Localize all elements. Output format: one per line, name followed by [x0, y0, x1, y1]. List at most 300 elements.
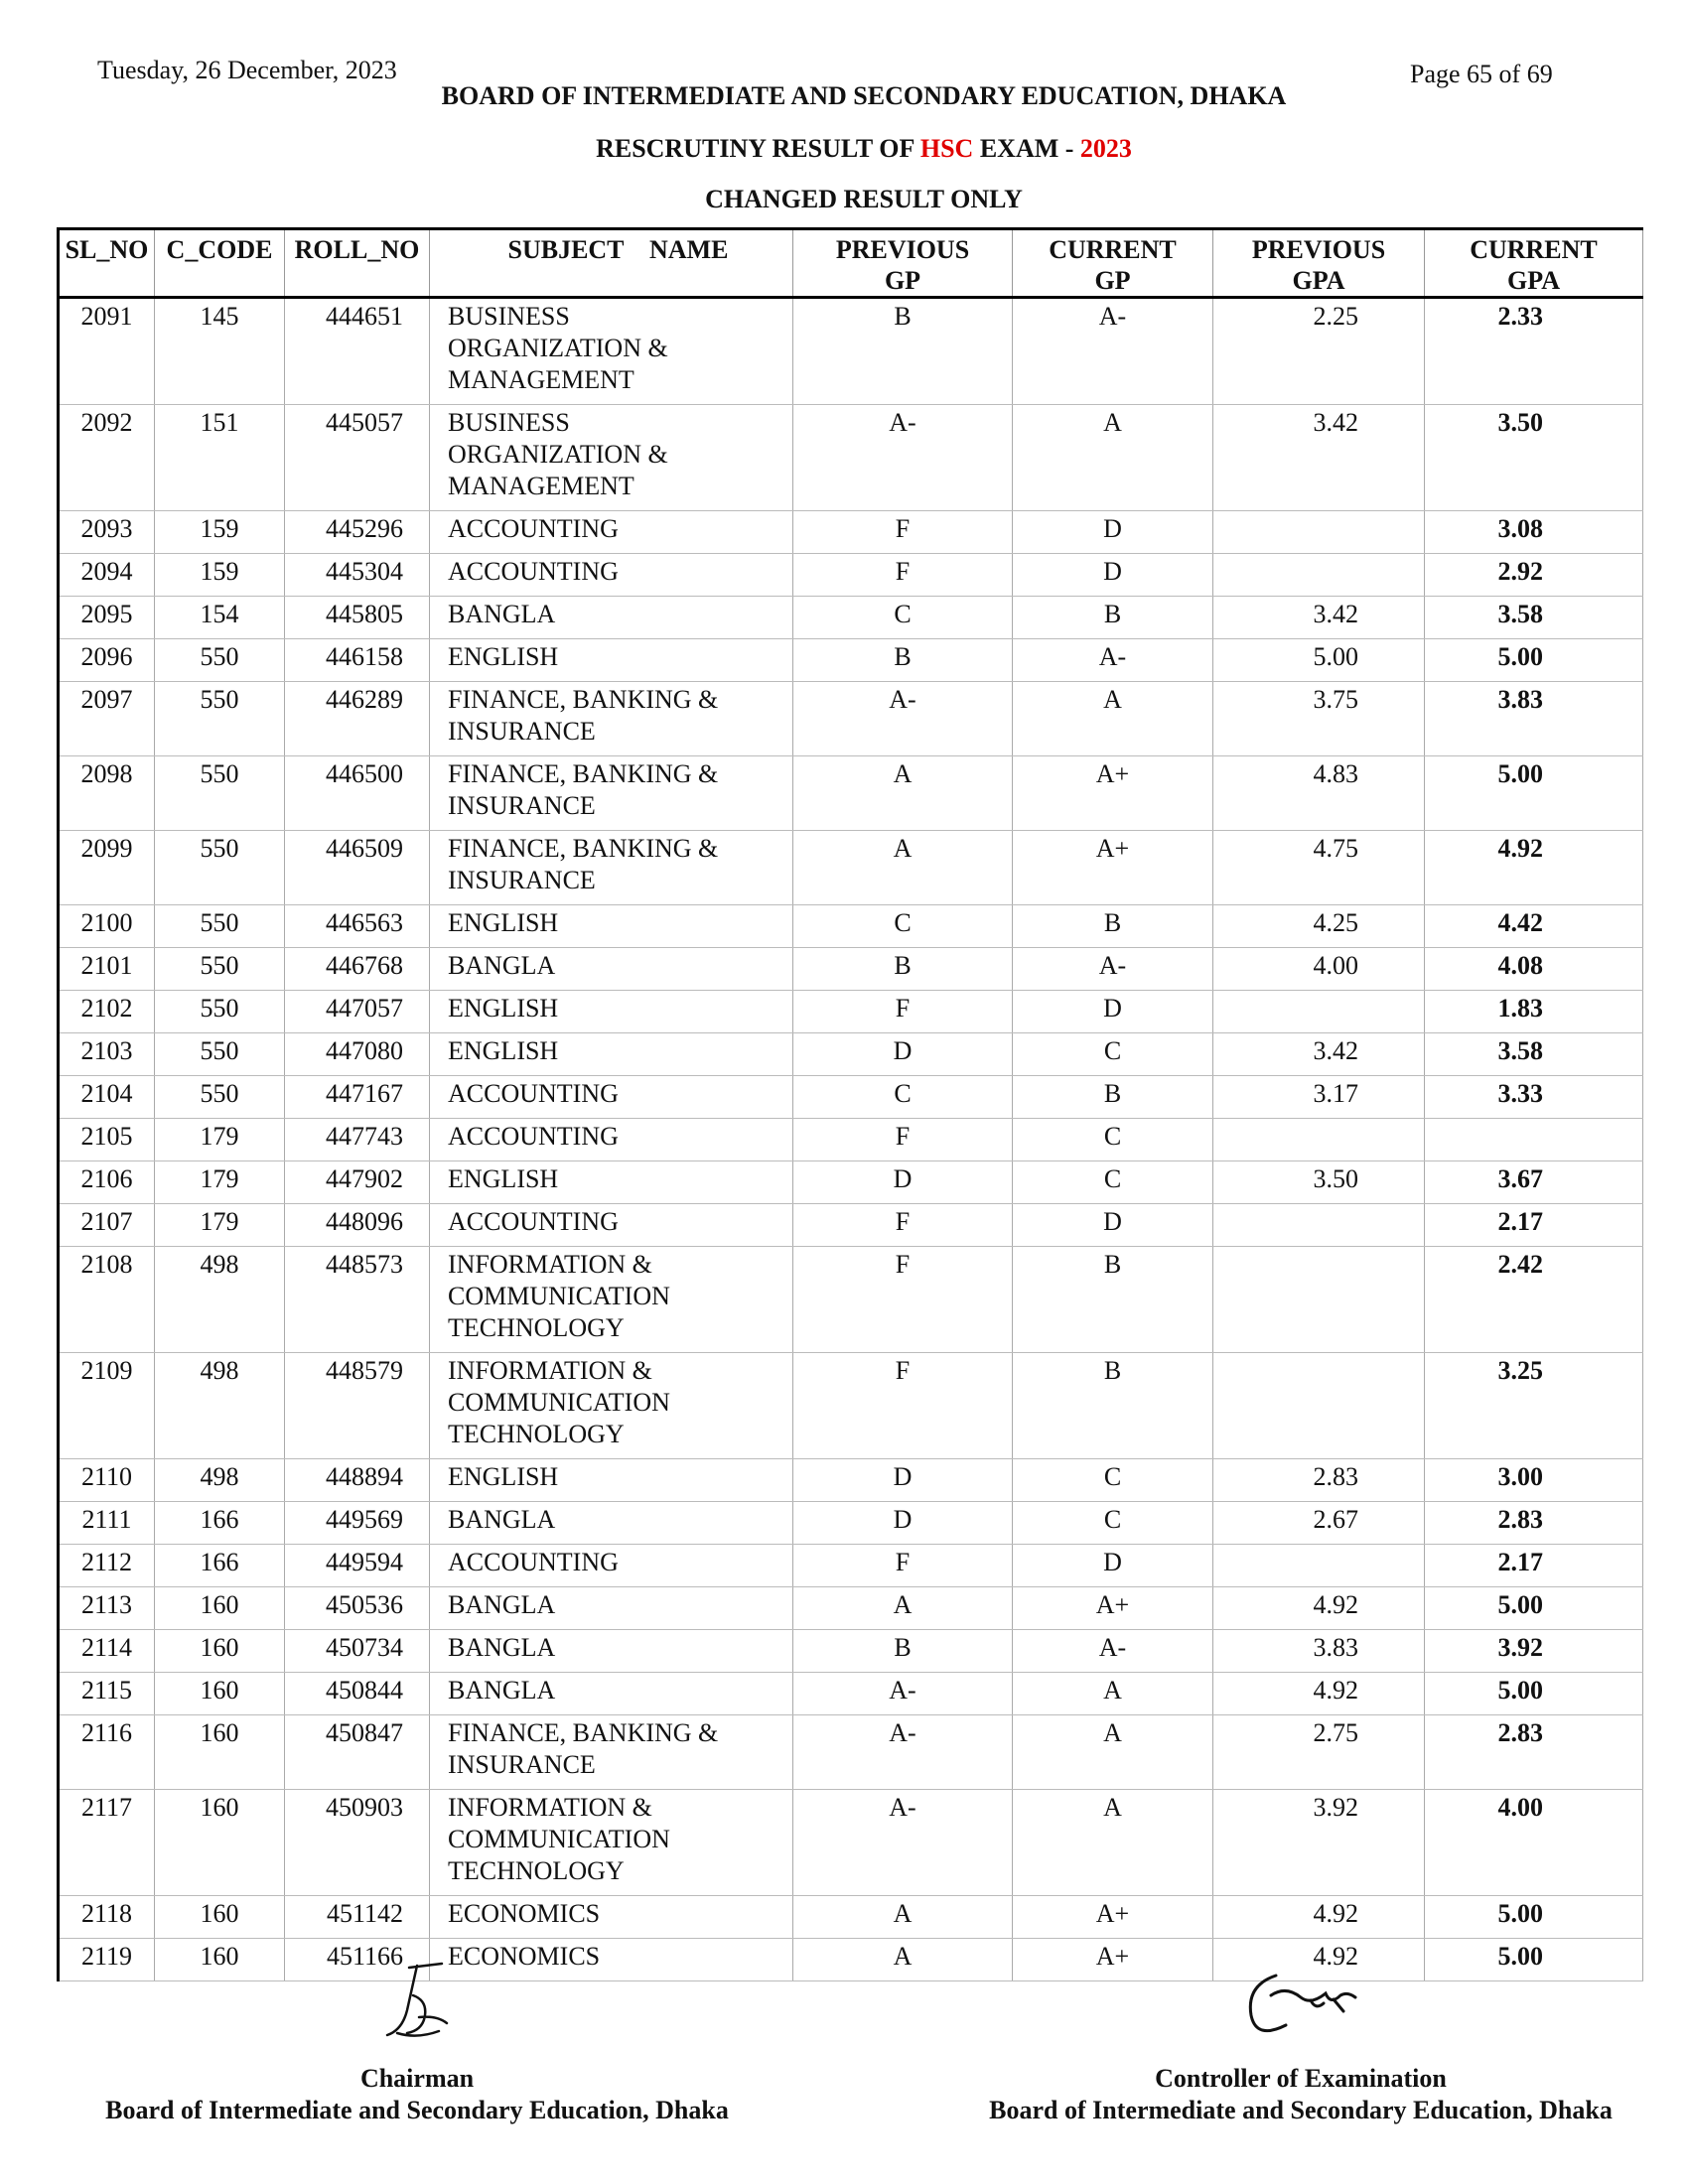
cell-current-gpa: 3.58	[1425, 597, 1643, 639]
cell-sl-no: 2098	[59, 756, 155, 831]
cell-current-gpa: 5.00	[1425, 1939, 1643, 1981]
report-title-mid: EXAM -	[973, 134, 1080, 163]
cell-current-gp: A-	[1013, 639, 1213, 682]
cell-c-code: 498	[155, 1247, 285, 1353]
cell-c-code: 550	[155, 905, 285, 948]
cell-current-gpa: 4.08	[1425, 948, 1643, 991]
cell-previous-gp: F	[793, 1204, 1013, 1247]
subject-line: ACCOUNTING	[448, 1207, 619, 1236]
col-previous-gp	[793, 229, 1013, 298]
subject-line: INFORMATION &	[448, 1250, 652, 1279]
subject-line: FINANCE, BANKING &	[448, 759, 719, 788]
cell-previous-gpa: 4.75	[1213, 831, 1425, 905]
cell-sl-no: 2112	[59, 1545, 155, 1587]
cell-sl-no: 2111	[59, 1502, 155, 1545]
cell-sl-no: 2092	[59, 405, 155, 511]
cell-c-code: 550	[155, 948, 285, 991]
cell-previous-gpa	[1213, 1204, 1425, 1247]
table-row	[59, 905, 1643, 948]
cell-current-gpa: 3.08	[1425, 511, 1643, 554]
col-current-gp-line2: GP	[1094, 266, 1131, 295]
cell-sl-no: 2113	[59, 1587, 155, 1630]
cell-current-gp: A+	[1013, 1587, 1213, 1630]
cell-roll-no: 451166	[285, 1939, 430, 1981]
cell-c-code: 550	[155, 831, 285, 905]
cell-roll-no: 448894	[285, 1459, 430, 1502]
cell-c-code: 550	[155, 991, 285, 1033]
subject-line: MANAGEMENT	[448, 365, 634, 394]
cell-sl-no: 2117	[59, 1790, 155, 1896]
cell-c-code: 160	[155, 1673, 285, 1715]
cell-previous-gp: D	[793, 1161, 1013, 1204]
cell-sl-no: 2109	[59, 1353, 155, 1459]
subject-line: COMMUNICATION	[448, 1282, 670, 1310]
cell-current-gpa: 3.50	[1425, 405, 1643, 511]
subject-line: ENGLISH	[448, 642, 559, 671]
cell-sl-no: 2110	[59, 1459, 155, 1502]
cell-current-gpa: 5.00	[1425, 1673, 1643, 1715]
subject-line: BANGLA	[448, 1590, 556, 1619]
cell-previous-gp: C	[793, 905, 1013, 948]
cell-previous-gp: C	[793, 597, 1013, 639]
cell-sl-no: 2094	[59, 554, 155, 597]
cell-current-gpa: 2.33	[1425, 298, 1643, 405]
cell-previous-gpa: 4.92	[1213, 1673, 1425, 1715]
table-row	[59, 511, 1643, 554]
cell-previous-gpa: 3.42	[1213, 1033, 1425, 1076]
cell-c-code: 498	[155, 1459, 285, 1502]
cell-subject-name	[430, 682, 793, 756]
table-row	[59, 756, 1643, 831]
cell-subject-name	[430, 1896, 793, 1939]
cell-c-code: 550	[155, 682, 285, 756]
cell-current-gpa: 2.92	[1425, 554, 1643, 597]
subject-line: BANGLA	[448, 1505, 556, 1534]
cell-subject-name	[430, 831, 793, 905]
subject-line: ACCOUNTING	[448, 1548, 619, 1576]
cell-subject-name	[430, 1119, 793, 1161]
cell-roll-no: 446289	[285, 682, 430, 756]
table-row	[59, 991, 1643, 1033]
table-row	[59, 1630, 1643, 1673]
table-row	[59, 554, 1643, 597]
cell-roll-no: 447902	[285, 1161, 430, 1204]
subject-line: TECHNOLOGY	[448, 1856, 625, 1885]
subject-line: BANGLA	[448, 1633, 556, 1662]
cell-subject-name	[430, 1033, 793, 1076]
subject-line: COMMUNICATION	[448, 1825, 670, 1853]
cell-c-code: 550	[155, 1033, 285, 1076]
table-row	[59, 1896, 1643, 1939]
cell-current-gp: A+	[1013, 756, 1213, 831]
table-row	[59, 1033, 1643, 1076]
cell-current-gpa: 2.42	[1425, 1247, 1643, 1353]
cell-roll-no: 446509	[285, 831, 430, 905]
cell-roll-no: 445304	[285, 554, 430, 597]
cell-current-gp: A	[1013, 682, 1213, 756]
cell-sl-no: 2118	[59, 1896, 155, 1939]
cell-sl-no: 2095	[59, 597, 155, 639]
subject-line: FINANCE, BANKING &	[448, 1718, 719, 1747]
cell-previous-gpa: 3.17	[1213, 1076, 1425, 1119]
cell-subject-name	[430, 1587, 793, 1630]
cell-c-code: 498	[155, 1353, 285, 1459]
cell-previous-gpa	[1213, 511, 1425, 554]
cell-roll-no: 446500	[285, 756, 430, 831]
cell-subject-name	[430, 1161, 793, 1204]
chairman-signature-icon	[348, 1956, 487, 2045]
chairman-signature-block	[60, 1956, 774, 2126]
subject-line: ACCOUNTING	[448, 557, 619, 586]
table-row	[59, 1673, 1643, 1715]
controller-signature-block	[943, 1956, 1658, 2126]
chairman-org: Board of Intermediate and Secondary Education, Dhaka	[105, 2096, 729, 2124]
cell-current-gp: A-	[1013, 298, 1213, 405]
cell-previous-gpa: 4.92	[1213, 1896, 1425, 1939]
table-row	[59, 639, 1643, 682]
cell-sl-no: 2100	[59, 905, 155, 948]
cell-current-gpa: 3.92	[1425, 1630, 1643, 1673]
cell-previous-gp: A	[793, 831, 1013, 905]
cell-current-gpa: 3.25	[1425, 1353, 1643, 1459]
cell-current-gp: A+	[1013, 1939, 1213, 1981]
results-table-wrap	[57, 227, 1641, 1981]
cell-previous-gpa: 4.92	[1213, 1587, 1425, 1630]
cell-current-gpa: 3.00	[1425, 1459, 1643, 1502]
cell-current-gp: A-	[1013, 948, 1213, 991]
cell-sl-no: 2102	[59, 991, 155, 1033]
subject-line: COMMUNICATION	[448, 1388, 670, 1417]
cell-previous-gpa: 5.00	[1213, 639, 1425, 682]
cell-previous-gp: A	[793, 756, 1013, 831]
cell-c-code: 160	[155, 1587, 285, 1630]
subject-line: ACCOUNTING	[448, 1122, 619, 1151]
cell-subject-name	[430, 1790, 793, 1896]
cell-c-code: 550	[155, 1076, 285, 1119]
cell-current-gp: C	[1013, 1502, 1213, 1545]
cell-previous-gpa	[1213, 1247, 1425, 1353]
subject-line: ORGANIZATION &	[448, 440, 668, 469]
cell-previous-gpa: 3.92	[1213, 1790, 1425, 1896]
cell-c-code: 179	[155, 1119, 285, 1161]
cell-c-code: 151	[155, 405, 285, 511]
subject-line: ENGLISH	[448, 908, 559, 937]
subject-line: INSURANCE	[448, 1750, 596, 1779]
col-current-gpa-line2: GPA	[1507, 266, 1560, 295]
cell-previous-gp: B	[793, 298, 1013, 405]
cell-roll-no: 448096	[285, 1204, 430, 1247]
subject-line: BANGLA	[448, 600, 556, 628]
cell-previous-gp: A-	[793, 1673, 1013, 1715]
cell-current-gpa: 4.00	[1425, 1790, 1643, 1896]
subject-line: TECHNOLOGY	[448, 1313, 625, 1342]
table-row	[59, 831, 1643, 905]
subject-line: INSURANCE	[448, 717, 596, 746]
cell-previous-gpa: 3.75	[1213, 682, 1425, 756]
table-row	[59, 1353, 1643, 1459]
cell-current-gpa: 2.83	[1425, 1502, 1643, 1545]
cell-sl-no: 2093	[59, 511, 155, 554]
subject-line: INSURANCE	[448, 866, 596, 894]
cell-previous-gpa: 4.25	[1213, 905, 1425, 948]
cell-c-code: 159	[155, 554, 285, 597]
cell-current-gp: D	[1013, 1545, 1213, 1587]
cell-previous-gp: A-	[793, 1715, 1013, 1790]
cell-roll-no: 449594	[285, 1545, 430, 1587]
cell-previous-gp: D	[793, 1459, 1013, 1502]
cell-c-code: 159	[155, 511, 285, 554]
cell-current-gpa: 4.92	[1425, 831, 1643, 905]
controller-title: Controller of Examination	[1155, 2064, 1447, 2093]
col-c-code: C_CODE	[155, 229, 285, 298]
cell-roll-no: 446768	[285, 948, 430, 991]
cell-sl-no: 2108	[59, 1247, 155, 1353]
cell-sl-no: 2116	[59, 1715, 155, 1790]
cell-roll-no: 447080	[285, 1033, 430, 1076]
cell-c-code: 166	[155, 1545, 285, 1587]
subject-line: BUSINESS	[448, 408, 570, 437]
table-row	[59, 1715, 1643, 1790]
cell-c-code: 154	[155, 597, 285, 639]
cell-current-gpa: 5.00	[1425, 639, 1643, 682]
cell-c-code: 179	[155, 1204, 285, 1247]
cell-subject-name	[430, 1459, 793, 1502]
cell-previous-gp: F	[793, 1119, 1013, 1161]
cell-c-code: 160	[155, 1715, 285, 1790]
cell-current-gpa: 3.33	[1425, 1076, 1643, 1119]
exam-name: HSC	[919, 134, 974, 163]
cell-previous-gp: F	[793, 991, 1013, 1033]
table-row	[59, 948, 1643, 991]
cell-previous-gpa: 4.83	[1213, 756, 1425, 831]
cell-previous-gp: A	[793, 1896, 1013, 1939]
subject-line: INFORMATION &	[448, 1356, 652, 1385]
cell-previous-gp: D	[793, 1033, 1013, 1076]
cell-current-gp: D	[1013, 991, 1213, 1033]
cell-c-code: 550	[155, 756, 285, 831]
cell-current-gpa: 2.17	[1425, 1545, 1643, 1587]
subject-line: BUSINESS	[448, 302, 570, 331]
table-row	[59, 1459, 1643, 1502]
table-row	[59, 1119, 1643, 1161]
cell-roll-no: 445296	[285, 511, 430, 554]
cell-previous-gp: A-	[793, 682, 1013, 756]
cell-subject-name	[430, 991, 793, 1033]
subject-line: BANGLA	[448, 951, 556, 980]
cell-current-gp: A	[1013, 405, 1213, 511]
cell-roll-no: 450903	[285, 1790, 430, 1896]
subject-line: ENGLISH	[448, 1462, 559, 1491]
cell-previous-gpa: 2.75	[1213, 1715, 1425, 1790]
cell-current-gp: D	[1013, 554, 1213, 597]
cell-previous-gp: B	[793, 1630, 1013, 1673]
cell-previous-gp: A	[793, 1939, 1013, 1981]
col-current-gpa	[1425, 229, 1643, 298]
cell-current-gpa: 1.83	[1425, 991, 1643, 1033]
cell-c-code: 160	[155, 1896, 285, 1939]
col-subject-name: SUBJECT NAME	[430, 229, 793, 298]
table-row	[59, 1502, 1643, 1545]
cell-current-gpa: 5.00	[1425, 1587, 1643, 1630]
subject-line: ACCOUNTING	[448, 1079, 619, 1108]
results-table	[57, 227, 1643, 1981]
cell-previous-gpa	[1213, 1353, 1425, 1459]
table-row	[59, 405, 1643, 511]
cell-subject-name	[430, 511, 793, 554]
cell-previous-gpa: 3.50	[1213, 1161, 1425, 1204]
cell-previous-gpa	[1213, 1545, 1425, 1587]
cell-current-gpa: 5.00	[1425, 1896, 1643, 1939]
cell-previous-gpa: 3.42	[1213, 597, 1425, 639]
col-current-gpa-line1: CURRENT	[1470, 235, 1598, 264]
cell-subject-name	[430, 1247, 793, 1353]
table-row	[59, 597, 1643, 639]
cell-current-gpa: 5.00	[1425, 756, 1643, 831]
cell-current-gp: B	[1013, 1247, 1213, 1353]
cell-roll-no: 444651	[285, 298, 430, 405]
cell-current-gp: D	[1013, 511, 1213, 554]
cell-previous-gp: B	[793, 948, 1013, 991]
cell-c-code: 145	[155, 298, 285, 405]
table-row	[59, 1587, 1643, 1630]
cell-sl-no: 2091	[59, 298, 155, 405]
table-row	[59, 1790, 1643, 1896]
subject-line: FINANCE, BANKING &	[448, 834, 719, 863]
table-row	[59, 1545, 1643, 1587]
cell-sl-no: 2101	[59, 948, 155, 991]
cell-previous-gpa: 2.83	[1213, 1459, 1425, 1502]
cell-previous-gp: B	[793, 639, 1013, 682]
col-previous-gp-line2: GP	[884, 266, 921, 295]
cell-sl-no: 2115	[59, 1673, 155, 1715]
cell-sl-no: 2103	[59, 1033, 155, 1076]
cell-previous-gp: F	[793, 1353, 1013, 1459]
cell-previous-gp: A-	[793, 405, 1013, 511]
cell-sl-no: 2099	[59, 831, 155, 905]
cell-sl-no: 2106	[59, 1161, 155, 1204]
subject-line: BANGLA	[448, 1676, 556, 1705]
cell-subject-name	[430, 905, 793, 948]
cell-c-code: 550	[155, 639, 285, 682]
cell-subject-name	[430, 298, 793, 405]
report-title-pre: RESCRUTINY RESULT OF	[596, 134, 920, 163]
cell-roll-no: 447167	[285, 1076, 430, 1119]
cell-subject-name	[430, 948, 793, 991]
cell-roll-no: 446158	[285, 639, 430, 682]
subject-line: ENGLISH	[448, 1164, 559, 1193]
cell-sl-no: 2119	[59, 1939, 155, 1981]
cell-subject-name	[430, 1715, 793, 1790]
cell-sl-no: 2114	[59, 1630, 155, 1673]
cell-subject-name	[430, 756, 793, 831]
cell-subject-name	[430, 1502, 793, 1545]
table-row	[59, 1204, 1643, 1247]
cell-current-gpa: 2.17	[1425, 1204, 1643, 1247]
subject-line: ACCOUNTING	[448, 514, 619, 543]
cell-roll-no: 447743	[285, 1119, 430, 1161]
cell-sl-no: 2097	[59, 682, 155, 756]
subject-line: ENGLISH	[448, 994, 559, 1023]
cell-c-code: 160	[155, 1939, 285, 1981]
cell-roll-no: 445805	[285, 597, 430, 639]
subject-line: INFORMATION &	[448, 1793, 652, 1822]
cell-previous-gpa: 4.00	[1213, 948, 1425, 991]
controller-org: Board of Intermediate and Secondary Education, Dhaka	[989, 2096, 1613, 2124]
cell-previous-gp: D	[793, 1502, 1013, 1545]
subject-line: TECHNOLOGY	[448, 1420, 625, 1448]
cell-subject-name	[430, 1630, 793, 1673]
cell-current-gp: B	[1013, 597, 1213, 639]
cell-subject-name	[430, 639, 793, 682]
cell-previous-gp: A-	[793, 1790, 1013, 1896]
cell-sl-no: 2096	[59, 639, 155, 682]
cell-previous-gpa: 2.25	[1213, 298, 1425, 405]
subject-line: ENGLISH	[448, 1036, 559, 1065]
cell-subject-name	[430, 554, 793, 597]
cell-previous-gp: F	[793, 554, 1013, 597]
cell-roll-no: 450536	[285, 1587, 430, 1630]
cell-sl-no: 2104	[59, 1076, 155, 1119]
cell-previous-gpa: 2.67	[1213, 1502, 1425, 1545]
cell-subject-name	[430, 597, 793, 639]
cell-current-gp: C	[1013, 1459, 1213, 1502]
cell-previous-gpa	[1213, 991, 1425, 1033]
cell-c-code: 166	[155, 1502, 285, 1545]
controller-signature-icon	[1216, 1956, 1385, 2045]
table-header	[59, 229, 1643, 298]
cell-current-gp: A	[1013, 1715, 1213, 1790]
cell-current-gp: A+	[1013, 831, 1213, 905]
cell-roll-no: 447057	[285, 991, 430, 1033]
cell-current-gpa: 3.58	[1425, 1033, 1643, 1076]
cell-current-gp: B	[1013, 905, 1213, 948]
cell-subject-name	[430, 1353, 793, 1459]
subject-line: MANAGEMENT	[448, 472, 634, 500]
cell-current-gpa: 2.83	[1425, 1715, 1643, 1790]
table-row	[59, 682, 1643, 756]
cell-c-code: 179	[155, 1161, 285, 1204]
col-previous-gp-line1: PREVIOUS	[835, 235, 970, 264]
cell-previous-gpa	[1213, 554, 1425, 597]
table-row	[59, 1247, 1643, 1353]
cell-current-gp: C	[1013, 1161, 1213, 1204]
chairman-title: Chairman	[359, 2064, 475, 2093]
cell-c-code: 160	[155, 1630, 285, 1673]
cell-previous-gpa: 3.42	[1213, 405, 1425, 511]
cell-current-gpa	[1425, 1119, 1643, 1161]
cell-previous-gpa: 3.83	[1213, 1630, 1425, 1673]
cell-roll-no: 445057	[285, 405, 430, 511]
report-title	[0, 134, 1688, 164]
col-current-gp	[1013, 229, 1213, 298]
cell-roll-no: 450847	[285, 1715, 430, 1790]
cell-previous-gpa: 4.92	[1213, 1939, 1425, 1981]
col-sl-no: SL_NO	[59, 229, 155, 298]
report-subtitle: CHANGED RESULT ONLY	[705, 185, 1023, 213]
table-body	[59, 298, 1643, 1981]
cell-subject-name	[430, 405, 793, 511]
subject-line: ECONOMICS	[448, 1899, 601, 1928]
cell-subject-name	[430, 1076, 793, 1119]
cell-current-gp: A	[1013, 1673, 1213, 1715]
cell-current-gp: D	[1013, 1204, 1213, 1247]
subject-line: FINANCE, BANKING &	[448, 685, 719, 714]
cell-roll-no: 450734	[285, 1630, 430, 1673]
exam-year: 2023	[1079, 134, 1132, 163]
cell-previous-gp: F	[793, 1545, 1013, 1587]
cell-roll-no: 449569	[285, 1502, 430, 1545]
cell-roll-no: 451142	[285, 1896, 430, 1939]
